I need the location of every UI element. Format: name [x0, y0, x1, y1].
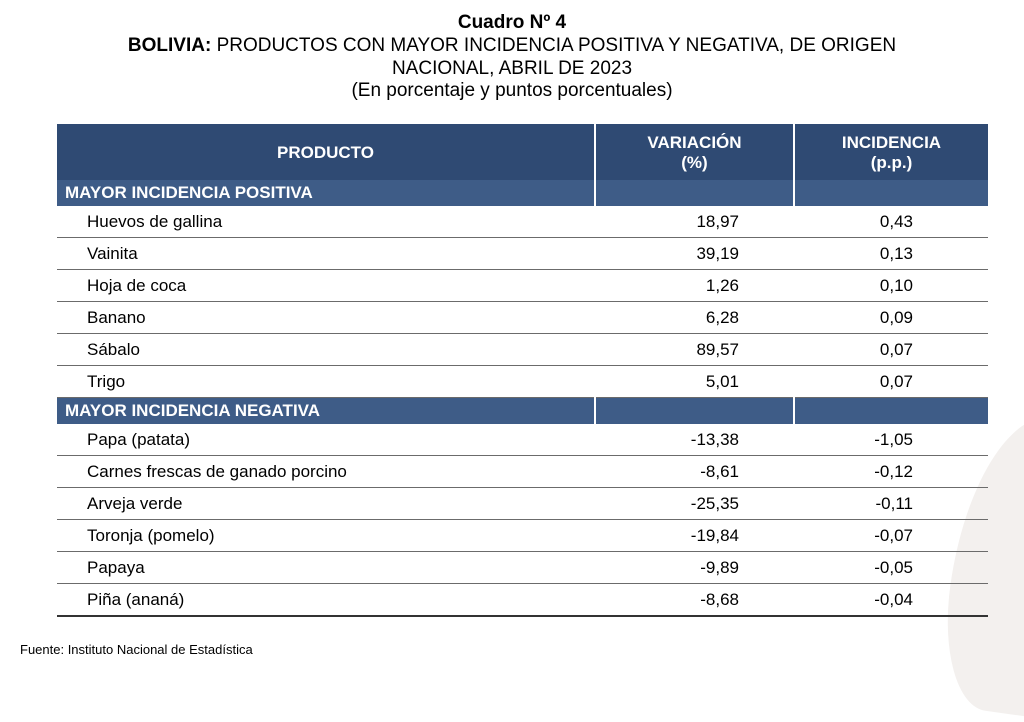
variacion-cell: 6,28 [595, 302, 794, 334]
source-note: Fuente: Instituto Nacional de Estadística [20, 642, 253, 657]
product-cell: Papaya [57, 552, 595, 584]
table-row [57, 520, 988, 552]
section-empty-cell [794, 398, 988, 425]
table-row [57, 552, 988, 584]
product-cell: Banano [57, 302, 595, 334]
incidencia-cell: -0,05 [794, 552, 988, 584]
section-label: MAYOR INCIDENCIA POSITIVA [57, 180, 595, 206]
product-cell: Piña (ananá) [57, 584, 595, 617]
title-block [0, 12, 1024, 102]
product-cell: Toronja (pomelo) [57, 520, 595, 552]
product-cell: Sábalo [57, 334, 595, 366]
variacion-cell: 39,19 [595, 238, 794, 270]
incidencia-cell: -0,07 [794, 520, 988, 552]
product-cell: Arveja verde [57, 488, 595, 520]
incidencia-cell: 0,43 [794, 206, 988, 238]
table-row [57, 366, 988, 398]
incidencia-cell: 0,09 [794, 302, 988, 334]
variacion-cell: -8,68 [595, 584, 794, 617]
variacion-cell: -25,35 [595, 488, 794, 520]
table-row [57, 206, 988, 238]
incidencia-cell: 0,07 [794, 366, 988, 398]
incidencia-cell: 0,07 [794, 334, 988, 366]
table-title [0, 34, 1024, 58]
section-empty-cell [595, 180, 794, 206]
section-row-negative [57, 398, 988, 425]
incidencia-cell: -1,05 [794, 424, 988, 456]
incidencia-cell: -0,12 [794, 456, 988, 488]
incidencia-cell: -0,11 [794, 488, 988, 520]
title-subtitle: PRODUCTOS CON MAYOR INCIDENCIA POSITIVA Y NEGATIVA, DE ORIGEN [216, 35, 897, 56]
title-country: BOLIVIA: [127, 35, 212, 56]
section-row-positive [57, 180, 988, 206]
variacion-cell: 5,01 [595, 366, 794, 398]
table-row [57, 270, 988, 302]
product-cell: Vainita [57, 238, 595, 270]
variacion-cell: -8,61 [595, 456, 794, 488]
incidencia-cell: 0,13 [794, 238, 988, 270]
variacion-cell: 89,57 [595, 334, 794, 366]
incidence-table [57, 124, 988, 617]
incidencia-cell: 0,10 [794, 270, 988, 302]
section-label: MAYOR INCIDENCIA NEGATIVA [57, 398, 595, 425]
table-row [57, 302, 988, 334]
table-row [57, 488, 988, 520]
product-cell: Trigo [57, 366, 595, 398]
variacion-cell: -9,89 [595, 552, 794, 584]
header-producto: PRODUCTO [57, 125, 595, 180]
header-row [57, 125, 988, 180]
table-number: Cuadro Nº 4 [457, 12, 567, 33]
table-row [57, 584, 988, 617]
product-cell: Carnes frescas de ganado porcino [57, 456, 595, 488]
table-row [57, 456, 988, 488]
table-row [57, 424, 988, 456]
header-incidencia: INCIDENCIA (p.p.) [794, 125, 988, 180]
title-subtitle-line2: NACIONAL, ABRIL DE 2023 [391, 58, 633, 79]
table-row [57, 334, 988, 366]
variacion-cell: -19,84 [595, 520, 794, 552]
product-cell: Papa (patata) [57, 424, 595, 456]
header-variacion: VARIACIÓN (%) [595, 125, 794, 180]
product-cell: Huevos de gallina [57, 206, 595, 238]
variacion-cell: -13,38 [595, 424, 794, 456]
table-row [57, 238, 988, 270]
product-cell: Hoja de coca [57, 270, 595, 302]
section-empty-cell [794, 180, 988, 206]
title-units: (En porcentaje y puntos porcentuales) [351, 80, 673, 101]
variacion-cell: 18,97 [595, 206, 794, 238]
incidencia-cell: -0,04 [794, 584, 988, 617]
section-empty-cell [595, 398, 794, 425]
variacion-cell: 1,26 [595, 270, 794, 302]
